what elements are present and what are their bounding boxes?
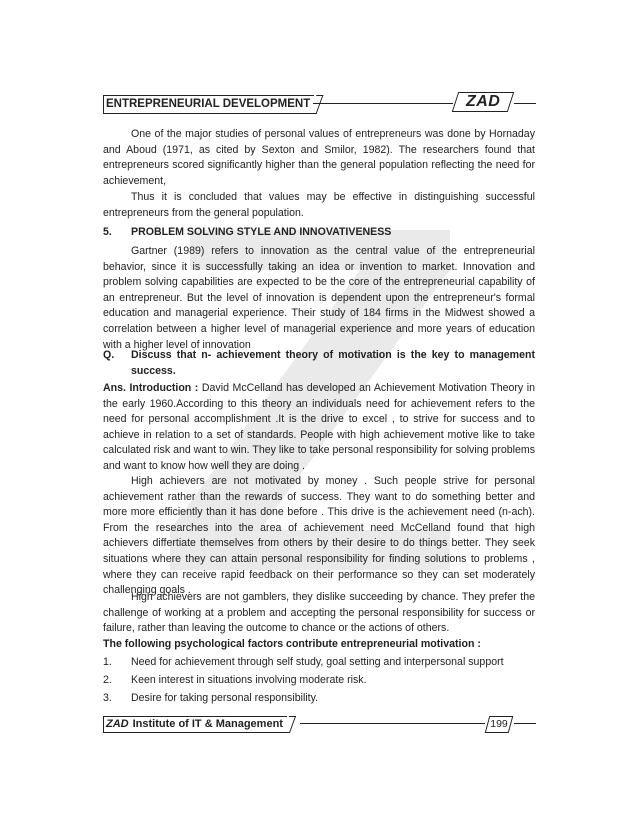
page-number: 199	[485, 716, 514, 733]
footer-logo: ZAD	[106, 718, 129, 730]
footer-institute	[103, 716, 287, 733]
answer-paragraph	[103, 381, 535, 475]
answer-label: Ans. Introduction :	[103, 382, 199, 394]
list-item-number: 1.	[103, 656, 112, 668]
paragraph-hornaday: One of the major studies of personal values of entrepreneurs was done by Hornaday and Aboud (1971, as cited by Sexton and Smilor, 1982). The researchers found that entrepreneurs scored significantly higher than the general population reflecting the need for achievement,	[103, 128, 535, 187]
paragraph-high-achievers: High achievers are not motivated by money . Such people strive for personal achievement rather than the rewards of success. They want to do something better and more more efficiently than it has done before . This drive is the achievement need (n-ach). From the researches into the area of achievement need McCelland found that high achievers differtiate themselves from others by their desire to do things better. They seek situations where they can attain personal responsibility for finding solutions to problems , where they can receive rapid feedback on their performance so they can set moderately challenging goals .	[103, 475, 535, 597]
section-title: ENTREPRENEURIAL DEVELOPMENT	[103, 95, 314, 114]
paragraph-gamblers: High achievers are not gamblers, they dislike succeeding by chance. They prefer the challenge of working at a problem and accepting the personal responsibility for success or failure, rather than leaving the outcome to chance or the actions of others.	[103, 591, 535, 635]
paragraph-values: Thus it is concluded that values may be effective in distinguishing successful entrepreneurs from the general population.	[103, 191, 535, 219]
list-item: Desire for taking personal responsibility.	[131, 692, 319, 704]
footer-rule-right	[514, 723, 536, 724]
question-text: Discuss that n- achievement theory of motivation is the key to management success.	[131, 349, 535, 377]
question-label: Q.	[103, 349, 115, 361]
footer-rule	[300, 723, 485, 724]
list-item: Need for achievement through self study, goal setting and interpersonal support	[131, 656, 504, 668]
list-item-number: 3.	[103, 692, 112, 704]
factors-heading: The following psychological factors contribute entrepreneurial motivation :	[103, 638, 481, 650]
footer-institute-name: Institute of IT & Management	[132, 718, 283, 730]
section-number: 5.	[103, 226, 112, 238]
paragraph-gartner: Gartner (1989) refers to innovation as the central value of the entrepreneurial behavior, since it is successfully taking an idea or invention to market. Innovation and problem solving capabilities are expected to be the core of the entrepreneurial capability of an entrepreneur. But the level of innovation is dependent upon the entrepreneur's formal education and managerial experience. Their study of 184 firms in the Midwest showed a correlation between a higher level of managerial experience and more years of education with a higher level of innovation	[103, 245, 535, 351]
section-heading: PROBLEM SOLVING STYLE AND INNOVATIVENESS	[131, 226, 392, 238]
header-rule	[313, 103, 453, 104]
list-item: Keen interest in situations involving moderate risk.	[131, 674, 367, 686]
answer-text: David McCelland has developed an Achievement Motivation Theory in the early 1960.According to this theory an individuals need for achievement refers to the need for personal accomplishment .It is the drive to excel , to strive for success and to achieve in relation to a set of standards. People with high achievement motive like to take calculated risk and want to win. They like to take personal responsibility for solving problems and want to know how well they are doing .	[103, 382, 536, 472]
header-rule-right	[514, 103, 536, 104]
zad-logo: ZAD	[452, 92, 514, 112]
list-item-number: 2.	[103, 674, 112, 686]
